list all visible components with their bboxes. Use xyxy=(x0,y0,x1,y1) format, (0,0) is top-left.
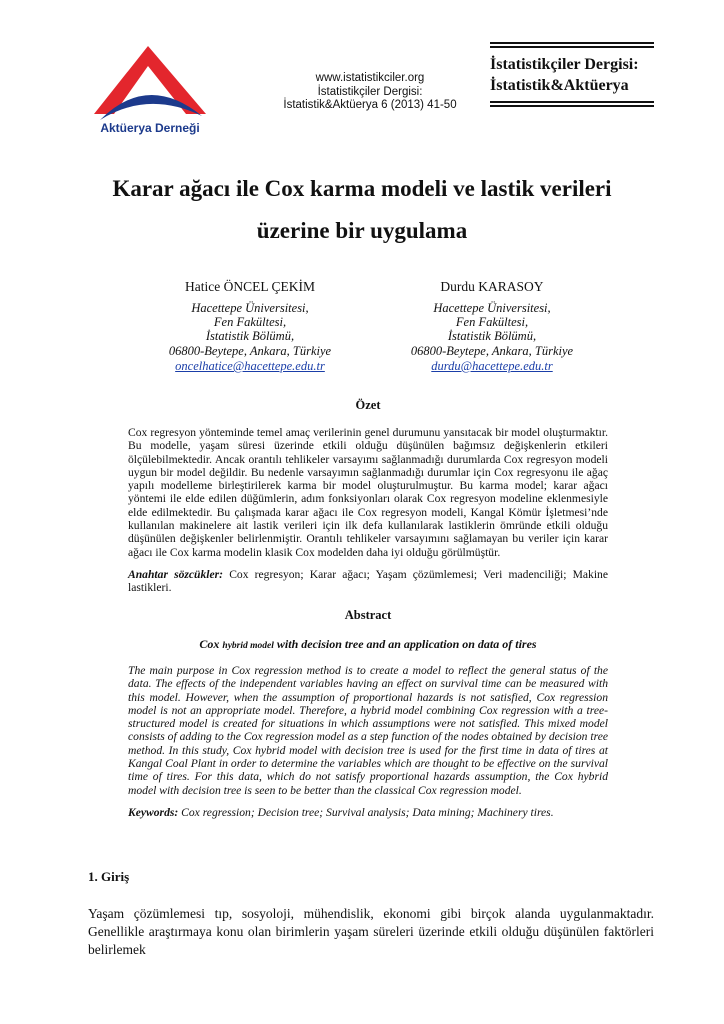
site-url[interactable]: www.istatistikciler.org xyxy=(315,72,425,84)
abstract-keywords-list: Cox regression; Decision tree; Survival analysis; Data mining; Machinery tires. xyxy=(181,806,554,819)
author-email-link[interactable]: durdu@hacettepe.edu.tr xyxy=(431,358,553,373)
author-affiliation-line: İstatistik Bölümü, xyxy=(447,329,537,344)
section-heading-intro: 1. Giriş xyxy=(88,869,130,884)
journal-rule-bottom-2 xyxy=(490,105,654,107)
ozet-keywords-list: Cox regresyon; Karar ağacı; Yaşam çözümlemesi; Veri madenciliği; Makine lastikleri. xyxy=(128,568,608,595)
author-block-2 xyxy=(377,279,607,374)
ozet-heading: Özet xyxy=(355,398,381,412)
abstract-subtitle-post: with decision tree and an application on data of tires xyxy=(276,637,537,651)
intro-paragraph: Yaşam çözümlemesi tıp, sosyoloji, mühendislik, ekonomi gibi birçok alanda uygulanmaktadır. Genellikle araştırmaya konu olan birimlerin yaşam süreleri üzerinde etkili olduğu düşünülen faktörleri belirlemek xyxy=(88,906,654,957)
ozet-text: Cox regresyon yönteminde temel amaç verilerinin genel durumunu yansıtacak bir model oluşturmaktır. Bu modelle, yaşam süresi üzerinde etkili olduğu düşünülen bağımsız değişkenlerin etkileri ölçülebilmektedir. Ancak orantılı tehlikeler varsayımı sağlanmadığı durumlarda Cox regresyon modeli uygun bir model değildir. Bu nedenle varsayımın sağlanmadığı durumlar için Cox regresyonu ile ağaç yapılı modelleme birleştirilerek karma bir model oluşturulmuştur. Bu karma model; karar ağacı yöntemi ile elde edilen düğümlerin, adım fonksiyonları olarak Cox regresyon modeline eklenmesiyle elde edilmektedir. Bu çalışmada karar ağacı ile Cox regresyon modeli, Kangal Kömür İşletmesi’nde kullanılan makinelere ait lastik verileri için ilk defa kullanılarak lastiklerin ömründe etkili olduğu düşünülen değişkenler belirlenmiştir. Orantılı tehlikeler varsayımını sağlamayan bu veriler için karar ağacı ile Cox karma modelin klasik Cox modelden daha iyi olduğu görülmüştür. xyxy=(128,426,608,559)
abstract-subtitle-small: hybrid model xyxy=(222,641,274,651)
paper-title-line-2: üzerine bir uygulama xyxy=(256,218,468,243)
author-affiliation-line: Hacettepe Üniversitesi, xyxy=(433,301,551,315)
site-journal-line: İstatistikçiler Dergisi: xyxy=(317,85,423,98)
site-info xyxy=(250,72,490,113)
ozet-keywords xyxy=(128,568,608,595)
author-affiliation-line: 06800-Beytepe, Ankara, Türkiye xyxy=(168,343,332,358)
abstract-heading: Abstract xyxy=(344,608,392,622)
author-affiliation-line: Fen Fakültesi, xyxy=(455,315,529,330)
site-volume-line: İstatistik&Aktüerya 6 (2013) 41-50 xyxy=(283,99,457,111)
journal-title-line-1: İstatistikçiler Dergisi: xyxy=(490,56,639,73)
abstract-keywords xyxy=(128,806,608,819)
author-affiliation-line: İstatistik Bölümü, xyxy=(205,329,295,344)
paper-title-line-1: Karar ağacı ile Cox karma modeli ve lastik verileri xyxy=(112,176,612,201)
logo-caption: Aktüerya Derneği xyxy=(100,121,200,135)
abstract-subtitle-pre: Cox xyxy=(199,637,220,651)
ozet-keywords-label: Anahtar sözcükler: xyxy=(128,568,224,581)
author-name: Hatice ÖNCEL ÇEKİM xyxy=(185,279,315,294)
paper-title xyxy=(60,168,664,252)
journal-title xyxy=(490,54,654,96)
author-email-link[interactable]: oncelhatice@hacettepe.edu.tr xyxy=(175,358,325,373)
journal-title-box xyxy=(490,42,654,109)
journal-rule-bottom xyxy=(490,101,654,103)
author-affiliation-line: 06800-Beytepe, Ankara, Türkiye xyxy=(410,343,574,358)
author-block-1 xyxy=(135,279,365,374)
author-name: Durdu KARASOY xyxy=(440,279,544,294)
author-affiliation-line: Fen Fakültesi, xyxy=(213,315,287,330)
journal-title-line-2: İstatistik&Aktüerya xyxy=(490,77,629,94)
journal-rule-top xyxy=(490,42,654,44)
abstract-keywords-label: Keywords: xyxy=(128,806,179,819)
abstract-subtitle xyxy=(128,637,608,652)
author-affiliation-line: Hacettepe Üniversitesi, xyxy=(191,301,309,315)
abstract-text: The main purpose in Cox regression method is to create a model to reflect the general status of the data. The effects of the independent variables having an effect on survival time can be measured with this model. However, when the assumption of proportional hazards is not satisfied, Cox regression model is not an appropriate model. Therefore, a hybrid model combining Cox regression with a tree-structured model is created for situations in which assumptions were not satisfied. This mixed model consists of adding to the Cox regression model as a step function of the nodes obtained by decision tree method. In this study, Cox hybrid model with decision tree is used for the first time in data of tires at Kangal Coal Plant in order to determine the variables which are thought to be effective on the survival time of tires. For this data, which do not satisfy proportional hazards assumption, the Cox hybrid model with decision tree is seen to be better than the classical Cox regression model. xyxy=(128,664,608,797)
journal-rule-top-2 xyxy=(490,46,654,48)
